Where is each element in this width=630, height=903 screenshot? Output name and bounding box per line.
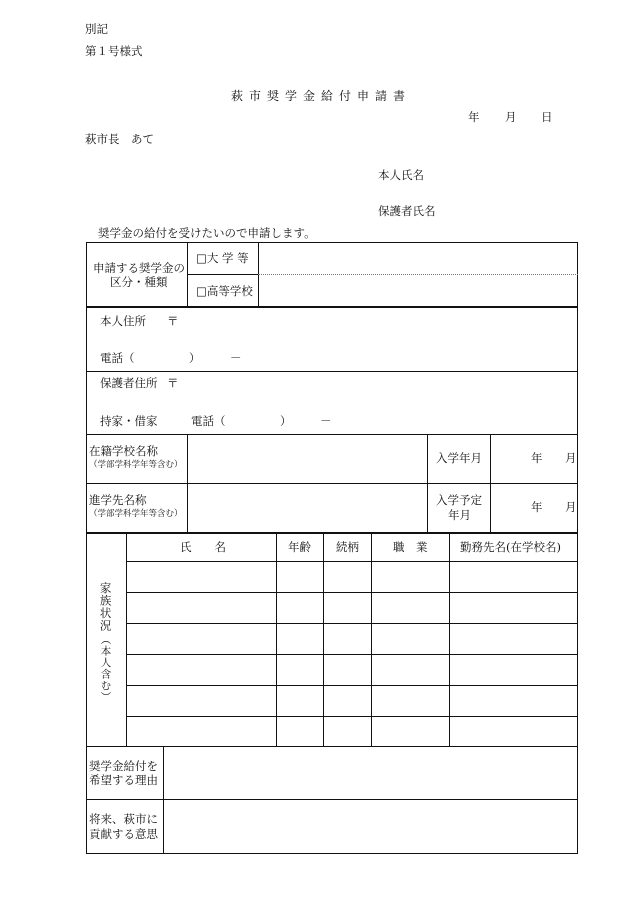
date-day-label: 日 xyxy=(541,110,553,124)
expected-enrollment-label: 入学予定 xyxy=(436,493,482,507)
next-enroll-month: 月 xyxy=(565,500,577,514)
applicant-phone-label: 電話（ xyxy=(100,351,135,365)
guardian-name-label: 保護者氏名 xyxy=(378,204,436,218)
divider xyxy=(86,371,578,372)
date-year-label: 年 xyxy=(468,110,480,124)
divider xyxy=(187,274,258,275)
table-row xyxy=(126,654,578,655)
next-school-field[interactable] xyxy=(189,485,425,530)
divider xyxy=(86,532,578,534)
family-col-relation: 続柄 xyxy=(336,540,359,554)
guardian-phone-dash: － xyxy=(320,414,332,428)
current-school-field[interactable] xyxy=(189,436,425,481)
reason-label: 奨学金給付を xyxy=(89,759,158,773)
next-school-label: 進学先名称 xyxy=(89,493,147,507)
checkbox-highschool[interactable]: □高等学校 xyxy=(196,284,253,298)
applicant-postal-mark: 〒 xyxy=(167,314,179,328)
guardian-address-field[interactable] xyxy=(190,374,570,404)
next-enroll-year: 年 xyxy=(531,500,543,514)
addressee: 萩市長 あて xyxy=(85,132,154,146)
family-col-workplace: 勤務先名(在学校名) xyxy=(460,540,561,554)
date-month-label: 月 xyxy=(505,110,517,124)
applicant-phone-dash: － xyxy=(230,351,242,365)
contribution-field[interactable] xyxy=(165,801,576,852)
current-enroll-month: 月 xyxy=(565,451,577,465)
divider xyxy=(187,434,188,532)
divider xyxy=(276,532,277,746)
table-row xyxy=(126,592,578,593)
guardian-phone-close: ） xyxy=(280,414,292,428)
family-section-label: 家族状況 xyxy=(98,582,113,632)
scholarship-type-label-2: 区分・種類 xyxy=(110,275,168,289)
divider xyxy=(86,306,578,308)
guardian-address-label: 保護者住所 xyxy=(100,376,158,390)
applicant-address-label: 本人住所 xyxy=(100,314,146,328)
enrollment-date-label: 入学年月 xyxy=(436,451,482,465)
contribution-label: 将来、萩市に xyxy=(89,812,158,826)
current-school-note: （学部学科学年等含む） xyxy=(89,460,183,470)
form-title: 萩市奨学金給付申請書 xyxy=(231,89,412,103)
divider xyxy=(163,746,164,854)
divider xyxy=(323,532,324,746)
divider xyxy=(427,434,428,532)
applicant-phone-close: ） xyxy=(189,351,201,365)
contribution-label-2: 貢献する意思 xyxy=(89,827,158,841)
expected-enrollment-label-2: 年月 xyxy=(448,508,471,522)
highschool-details-field[interactable] xyxy=(260,276,576,305)
applicant-address-field[interactable] xyxy=(190,312,570,342)
table-row xyxy=(126,623,578,624)
reason-field[interactable] xyxy=(165,748,576,797)
checkbox-university[interactable]: □大 学 等 xyxy=(196,251,249,265)
table-row xyxy=(126,716,578,717)
scholarship-type-label: 申請する奨学金の xyxy=(93,261,185,275)
dotted-divider xyxy=(258,274,578,275)
family-col-age: 年齢 xyxy=(288,540,311,554)
family-section-note: （本人含む） xyxy=(99,634,112,703)
annex-label: 別記 xyxy=(85,22,108,36)
guardian-postal-mark: 〒 xyxy=(167,376,179,390)
divider xyxy=(86,483,578,484)
application-statement: 奨学金の給付を受けたいので申請します。 xyxy=(98,226,316,240)
divider xyxy=(86,799,578,800)
reason-label-2: 希望する理由 xyxy=(89,773,158,787)
university-details-field[interactable] xyxy=(260,244,576,273)
divider xyxy=(449,532,450,746)
applicant-name-label: 本人氏名 xyxy=(378,168,424,182)
divider xyxy=(126,532,127,746)
guardian-phone-label: 電話（ xyxy=(191,414,226,428)
family-col-name: 氏 名 xyxy=(180,540,226,554)
housing-type-label: 持家・借家 xyxy=(100,414,158,428)
current-enroll-year: 年 xyxy=(531,451,543,465)
divider xyxy=(371,532,372,746)
table-row xyxy=(126,685,578,686)
current-school-label: 在籍学校名称 xyxy=(89,444,158,458)
divider xyxy=(86,434,578,435)
divider xyxy=(86,746,578,747)
family-col-occupation: 職 業 xyxy=(393,540,428,554)
next-school-note: （学部学科学年等含む） xyxy=(89,509,183,519)
form-number: 第１号様式 xyxy=(85,44,143,58)
table-row xyxy=(126,561,578,562)
divider xyxy=(490,434,491,532)
